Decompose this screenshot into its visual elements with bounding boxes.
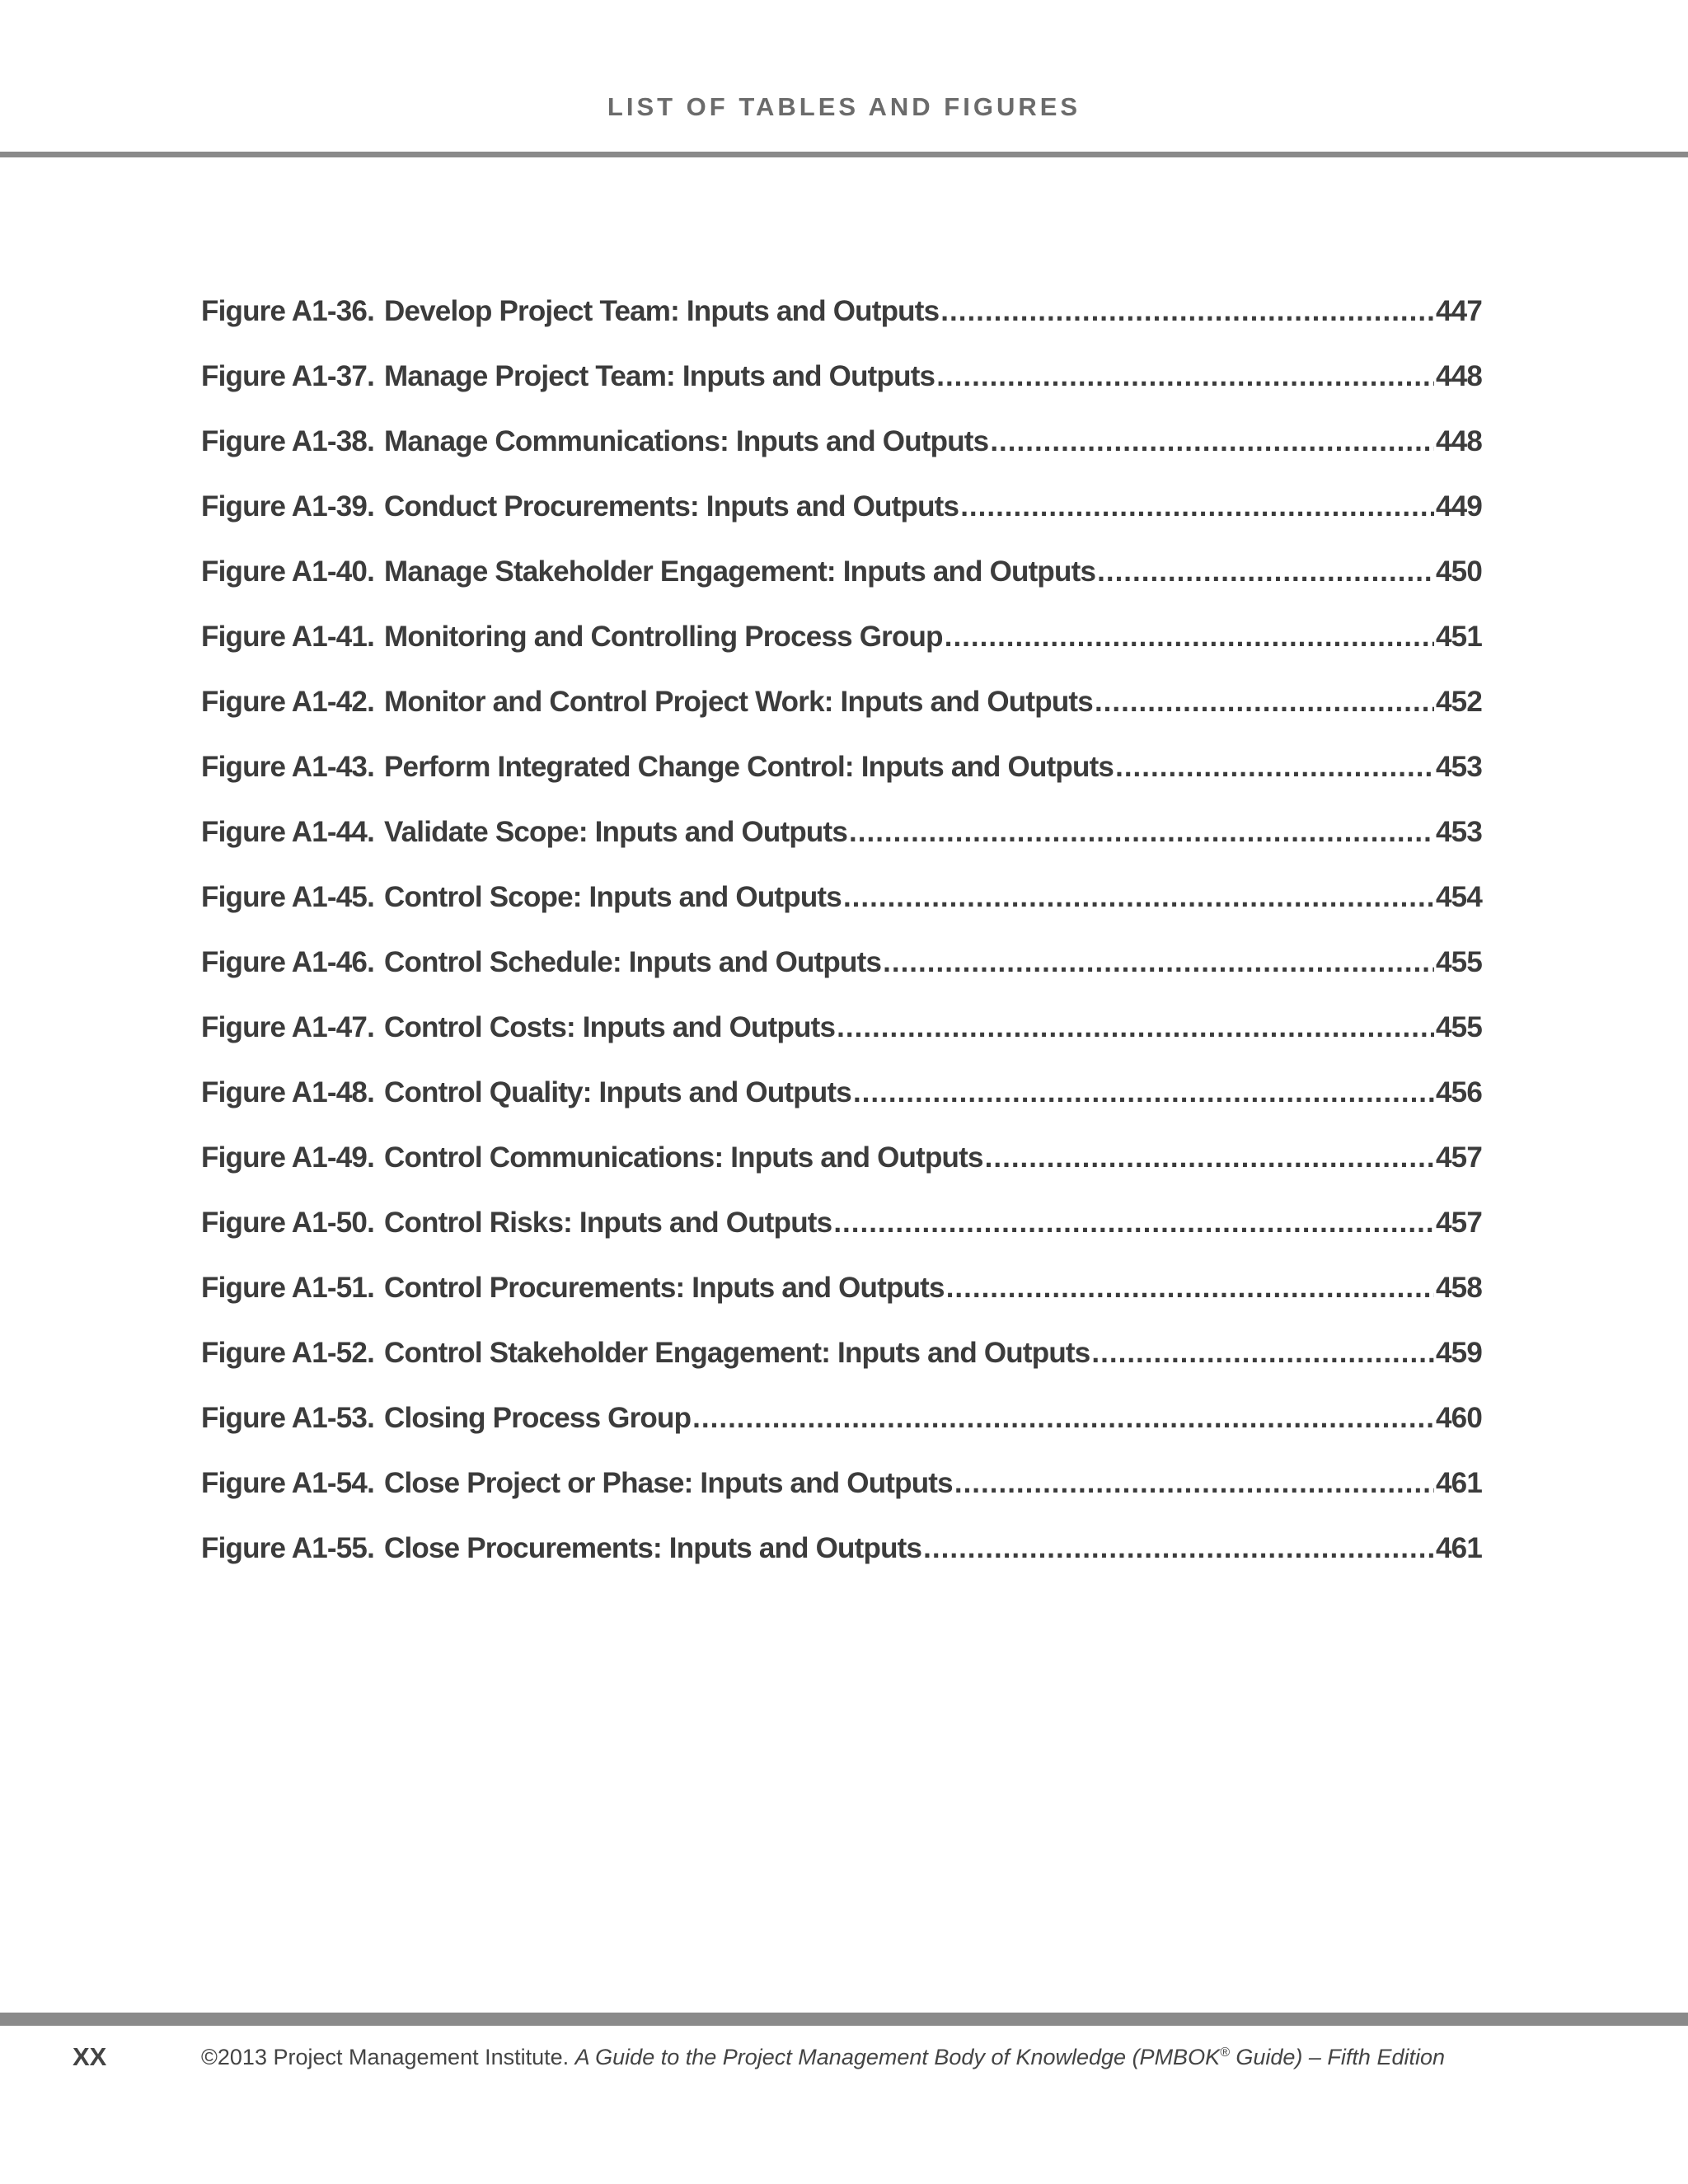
page-reference: 451 <box>1436 621 1482 653</box>
figure-title: Control Stakeholder Engagement: Inputs and Outputs <box>384 1337 1090 1369</box>
page-reference: 449 <box>1436 490 1482 523</box>
page-reference: 456 <box>1436 1076 1482 1108</box>
toc-entry[interactable] <box>201 1337 1482 1402</box>
page-reference: 453 <box>1436 816 1482 848</box>
registered-mark: ® <box>1220 2046 1230 2060</box>
figure-title: Validate Scope: Inputs and Outputs <box>384 816 848 848</box>
toc-entry[interactable] <box>201 1141 1482 1207</box>
toc-entry[interactable] <box>201 555 1482 621</box>
figure-label: Figure A1-38. <box>201 425 375 457</box>
toc-entry[interactable] <box>201 1467 1482 1532</box>
toc-entry[interactable] <box>201 1076 1482 1141</box>
figure-label: Figure A1-44. <box>201 816 375 848</box>
figure-title: Develop Project Team: Inputs and Outputs <box>384 295 940 327</box>
toc-entry[interactable] <box>201 946 1482 1011</box>
toc-entry[interactable] <box>201 751 1482 816</box>
dot-leader <box>843 881 1434 914</box>
copyright-text: ©2013 Project Management Institute. <box>201 2045 575 2069</box>
copyright-line <box>201 2045 1445 2070</box>
dot-leader <box>853 1076 1434 1109</box>
dot-leader <box>940 295 1434 328</box>
book-title-part1: A Guide to the Project Management Body of Knowledge (PMBOK <box>574 2045 1221 2069</box>
running-head: LIST OF TABLES AND FIGURES <box>607 92 1081 121</box>
page-reference: 448 <box>1436 360 1482 392</box>
figure-title: Conduct Procurements: Inputs and Outputs <box>384 490 959 523</box>
dot-leader <box>945 621 1434 654</box>
figure-label: Figure A1-41. <box>201 621 375 653</box>
page-reference: 452 <box>1436 686 1482 718</box>
header-rule <box>0 152 1688 157</box>
figure-label: Figure A1-43. <box>201 751 375 783</box>
dot-leader <box>837 1011 1434 1044</box>
toc-entry[interactable] <box>201 621 1482 686</box>
figure-title: Manage Stakeholder Engagement: Inputs and Outputs <box>384 555 1096 588</box>
page-reference: 450 <box>1436 555 1482 588</box>
figure-title: Manage Project Team: Inputs and Outputs <box>384 360 935 392</box>
toc-entry[interactable] <box>201 881 1482 946</box>
dot-leader <box>954 1467 1434 1500</box>
figure-label: Figure A1-48. <box>201 1076 375 1108</box>
book-title-part2: Guide) – Fifth Edition <box>1229 2045 1446 2069</box>
book-title <box>575 2045 1445 2069</box>
toc-entry[interactable] <box>201 1532 1482 1597</box>
figure-label: Figure A1-40. <box>201 555 375 588</box>
dot-leader <box>692 1402 1434 1435</box>
dot-leader <box>985 1141 1434 1174</box>
toc-entry[interactable] <box>201 1272 1482 1337</box>
figure-label: Figure A1-36. <box>201 295 375 327</box>
figure-title: Manage Communications: Inputs and Outputs <box>384 425 989 457</box>
toc-entry[interactable] <box>201 816 1482 881</box>
dot-leader <box>1095 686 1434 719</box>
dot-leader <box>849 816 1434 849</box>
figure-title: Monitor and Control Project Work: Inputs and Outputs <box>384 686 1093 718</box>
dot-leader <box>936 360 1434 393</box>
dot-leader <box>1115 751 1434 784</box>
dot-leader <box>923 1532 1434 1565</box>
figure-title: Control Communications: Inputs and Outputs <box>384 1141 983 1174</box>
figure-label: Figure A1-45. <box>201 881 375 913</box>
figure-title: Control Quality: Inputs and Outputs <box>384 1076 851 1108</box>
page-reference: 461 <box>1436 1532 1482 1564</box>
figure-title: Control Procurements: Inputs and Outputs <box>384 1272 945 1304</box>
toc-entry[interactable] <box>201 425 1482 490</box>
figure-title: Close Procurements: Inputs and Outputs <box>384 1532 922 1564</box>
toc-entry[interactable] <box>201 686 1482 751</box>
toc-entry[interactable] <box>201 360 1482 425</box>
figure-list <box>201 295 1482 1597</box>
figure-label: Figure A1-42. <box>201 686 375 718</box>
page-reference: 457 <box>1436 1207 1482 1239</box>
page-reference: 454 <box>1436 881 1482 913</box>
page-reference: 453 <box>1436 751 1482 783</box>
toc-entry[interactable] <box>201 1011 1482 1076</box>
figure-title: Monitoring and Controlling Process Group <box>384 621 943 653</box>
figure-label: Figure A1-55. <box>201 1532 375 1564</box>
dot-leader <box>990 425 1434 458</box>
figure-label: Figure A1-49. <box>201 1141 375 1174</box>
footer-rule <box>0 2013 1688 2026</box>
dot-leader <box>946 1272 1434 1305</box>
page-reference: 461 <box>1436 1467 1482 1499</box>
page-reference: 460 <box>1436 1402 1482 1434</box>
dot-leader <box>1091 1337 1434 1370</box>
page-number: XX <box>73 2042 107 2071</box>
figure-title: Closing Process Group <box>384 1402 692 1434</box>
page-reference: 448 <box>1436 425 1482 457</box>
dot-leader <box>960 490 1434 523</box>
figure-title: Control Risks: Inputs and Outputs <box>384 1207 832 1239</box>
dot-leader <box>883 946 1434 979</box>
dot-leader <box>833 1207 1434 1240</box>
figure-label: Figure A1-51. <box>201 1272 375 1304</box>
figure-title: Close Project or Phase: Inputs and Outputs <box>384 1467 953 1499</box>
page-reference: 458 <box>1436 1272 1482 1304</box>
page-reference: 447 <box>1436 295 1482 327</box>
figure-label: Figure A1-37. <box>201 360 375 392</box>
page-reference: 457 <box>1436 1141 1482 1174</box>
toc-entry[interactable] <box>201 490 1482 555</box>
toc-entry[interactable] <box>201 1402 1482 1467</box>
page-reference: 459 <box>1436 1337 1482 1369</box>
figure-title: Perform Integrated Change Control: Inputs and Outputs <box>384 751 1114 783</box>
toc-entry[interactable] <box>201 295 1482 360</box>
figure-title: Control Costs: Inputs and Outputs <box>384 1011 836 1043</box>
page-reference: 455 <box>1436 1011 1482 1043</box>
figure-title: Control Schedule: Inputs and Outputs <box>384 946 882 978</box>
figure-label: Figure A1-50. <box>201 1207 375 1239</box>
figure-label: Figure A1-46. <box>201 946 375 978</box>
figure-label: Figure A1-39. <box>201 490 375 523</box>
figure-title: Control Scope: Inputs and Outputs <box>384 881 842 913</box>
dot-leader <box>1097 555 1434 588</box>
figure-label: Figure A1-52. <box>201 1337 375 1369</box>
figure-label: Figure A1-47. <box>201 1011 375 1043</box>
figure-label: Figure A1-53. <box>201 1402 375 1434</box>
page-reference: 455 <box>1436 946 1482 978</box>
toc-entry[interactable] <box>201 1207 1482 1272</box>
figure-label: Figure A1-54. <box>201 1467 375 1499</box>
